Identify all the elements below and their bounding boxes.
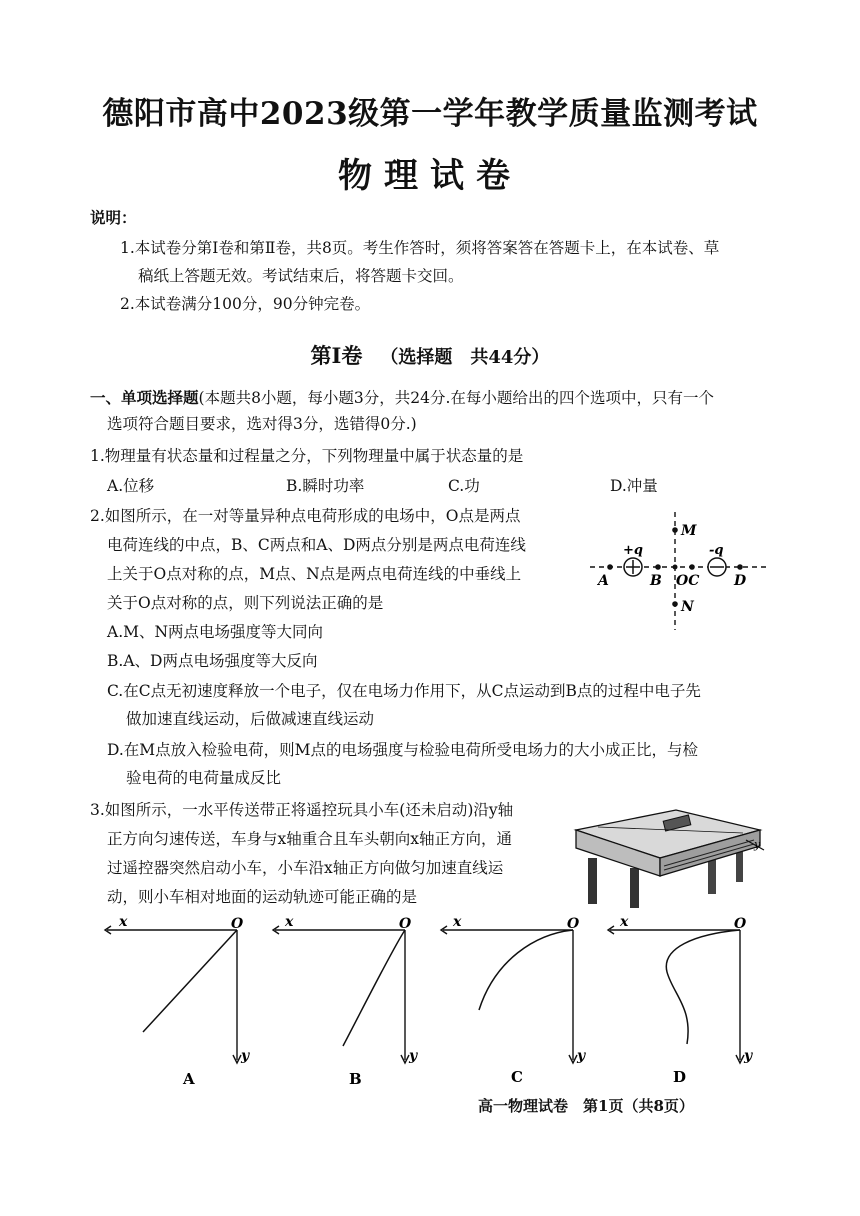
q2-stem-line-3: 上关于O点对称的点，M点、N点是两点电荷连线的中垂线上: [107, 565, 522, 583]
q2-option-a: A.M、N两点电场强度等大同向: [107, 623, 324, 641]
note-item-2: 2.本试卷满分100分，90分钟完卷。: [120, 295, 371, 313]
graph-c-origin: O: [567, 916, 580, 932]
q3-stem-line-2: 正方向匀速传送，车身与x轴重合且车头朝向x轴正方向，通: [107, 830, 512, 848]
graph-c-trajectory: [479, 930, 573, 1010]
point-d: [737, 564, 743, 570]
q2-option-c-line-2: 做加速直线运动，后做减速直线运动: [126, 710, 375, 728]
graph-d: [608, 914, 753, 1086]
q2-charge-diagram: [580, 510, 770, 635]
belt-y-axis-label: y: [754, 838, 761, 851]
section-title: [0, 340, 860, 370]
graph-d-x-label: x: [620, 914, 629, 930]
graph-d-trajectory: [666, 930, 740, 1044]
section-title-sub: （选择题 共44分）: [380, 347, 550, 368]
q2-option-b: B.A、D两点电场强度等大反向: [107, 652, 318, 670]
conveyor-belt-figure: [568, 800, 768, 912]
positive-charge-icon: [624, 558, 642, 576]
subject-title: 物理试卷: [338, 156, 522, 196]
q1-option-a: A.位移: [107, 477, 155, 495]
q1-option-c: C.功: [448, 477, 480, 495]
graph-b-caption: B: [349, 1070, 362, 1088]
graph-a-y-label: y: [241, 1048, 250, 1064]
q2-option-d-line-1: D.在M点放入检验电荷，则M点的电场强度与检验电荷所受电场力的大小成正比，与检: [107, 741, 699, 759]
q2-option-c-line-1: C.在C点无初速度释放一个电子，仅在电场力作用下，从C点运动到B点的过程中电子先: [107, 682, 701, 700]
graph-c-x-label: x: [453, 914, 462, 930]
graph-b: [273, 914, 418, 1088]
q2-stem-line-2: 电荷连线的中点，B、C两点和A、D两点分别是两点电荷连线: [107, 536, 526, 554]
label-minus-q: -q: [709, 543, 724, 558]
q3-stem-line-1: 3.如图所示，一水平传送带正将遥控玩具小车(还未启动)沿y轴: [90, 801, 514, 819]
note-item-1-line-2: 稿纸上答题无效。考试结束后，将答题卡交回。: [138, 267, 464, 285]
graph-d-origin: O: [734, 916, 747, 932]
label-b: B: [650, 573, 662, 589]
point-m: [672, 527, 678, 533]
q1-option-d: D.冲量: [610, 477, 658, 495]
graph-c-y-label: y: [577, 1048, 586, 1064]
graph-c: [441, 914, 586, 1086]
graph-a-origin: O: [231, 916, 244, 932]
graph-b-origin: O: [399, 916, 412, 932]
graph-b-y-label: y: [409, 1048, 418, 1064]
graph-a-x-label: x: [119, 914, 128, 930]
section-title-main: 第Ⅰ卷: [310, 343, 363, 368]
belt-leg-front-left: [588, 858, 597, 904]
label-oc: OC: [676, 573, 700, 589]
point-b: [655, 564, 661, 570]
part-description-line-1: [90, 388, 714, 408]
note-item-1-line-1: 1.本试卷分第Ⅰ卷和第Ⅱ卷，共8页。考生作答时，须将答案答在答题卡上，在本试卷、草: [120, 239, 720, 257]
graph-d-y-label: y: [744, 1048, 753, 1064]
q3-stem-line-3: 过遥控器突然启动小车，小车沿x轴正方向做匀加速直线运: [107, 859, 504, 877]
label-n: N: [681, 599, 694, 615]
label-d: D: [734, 573, 747, 589]
q2-stem-line-1: 2.如图所示，在一对等量异种点电荷形成的电场中，O点是两点: [90, 507, 521, 525]
q3-stem-line-4: 动，则小车相对地面的运动轨迹可能正确的是: [107, 888, 418, 906]
graph-a-caption: A: [183, 1070, 195, 1088]
exam-title: 德阳市高中2023级第一学年教学质量监测考试: [102, 96, 758, 132]
graph-c-caption: C: [511, 1068, 523, 1086]
q2-stem-line-4: 关于O点对称的点，则下列说法正确的是: [107, 594, 384, 612]
point-a: [607, 564, 613, 570]
graph-a-trajectory: [143, 930, 237, 1032]
point-o: [673, 565, 678, 570]
part-label: 一、单项选择题: [90, 388, 199, 407]
q1-stem: 1.物理量有状态量和过程量之分，下列物理量中属于状态量的是: [90, 447, 524, 465]
page-footer: 高一物理试卷 第1页（共8页）: [478, 1097, 694, 1115]
belt-leg-front-right: [630, 868, 639, 908]
label-a: A: [598, 573, 609, 589]
graph-a: [105, 914, 250, 1088]
label-plus-q: +q: [623, 543, 643, 558]
notes-heading: 说明：: [90, 208, 137, 227]
graph-d-caption: D: [673, 1068, 687, 1086]
part-desc: (本题共8小题，每小题3分，共24分.在每小题给出的四个选项中，只有一个: [198, 389, 714, 407]
point-c: [689, 564, 695, 570]
graph-b-x-label: x: [285, 914, 294, 930]
negative-charge-icon: [708, 558, 726, 576]
graph-b-trajectory: [343, 930, 405, 1046]
part-description-line-2: 选项符合题目要求，选对得3分，选错得0分.): [107, 415, 417, 433]
label-m: M: [681, 523, 697, 539]
q1-option-b: B.瞬时功率: [286, 477, 365, 495]
q2-option-d-line-2: 验电荷的电荷量成反比: [126, 769, 282, 787]
point-n: [672, 601, 678, 607]
q3-trajectory-graphs: [95, 912, 765, 1092]
